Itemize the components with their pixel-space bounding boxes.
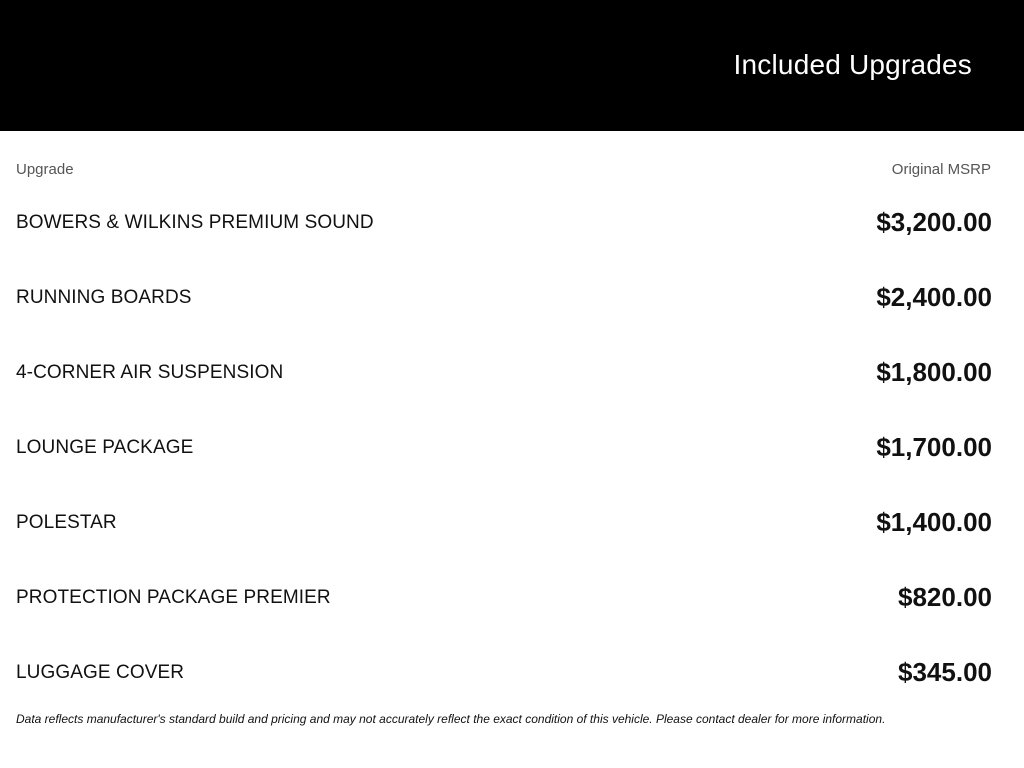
page-title: Included Upgrades — [733, 49, 972, 80]
upgrade-row — [0, 572, 1024, 647]
column-header-msrp: Original MSRP — [891, 161, 991, 178]
upgrade-price: $1,700.00 — [876, 432, 992, 462]
disclaimer-text: Data reflects manufacturer's standard build and pricing and may not accurately reflect the exact condition of this vehicle. Please contact dealer for more information. — [16, 712, 886, 726]
upgrade-price: $1,800.00 — [876, 357, 992, 387]
upgrade-name: PROTECTION PACKAGE PREMIER — [16, 587, 331, 608]
header-bar — [0, 0, 1024, 131]
upgrade-price: $3,200.00 — [876, 207, 992, 237]
upgrade-price: $2,400.00 — [876, 282, 992, 312]
upgrade-price: $1,400.00 — [876, 507, 992, 537]
upgrade-name: BOWERS & WILKINS PREMIUM SOUND — [16, 212, 374, 233]
upgrade-name: LUGGAGE COVER — [16, 662, 185, 683]
upgrade-row — [0, 422, 1024, 497]
upgrade-row — [0, 497, 1024, 572]
upgrade-name: 4-CORNER AIR SUSPENSION — [16, 362, 284, 383]
column-header-upgrade: Upgrade — [16, 161, 74, 178]
upgrade-name: LOUNGE PACKAGE — [16, 437, 194, 458]
upgrade-row — [0, 272, 1024, 347]
upgrade-name: POLESTAR — [16, 512, 117, 533]
upgrade-list — [0, 197, 1024, 722]
upgrade-price: $345.00 — [898, 657, 992, 687]
column-headers — [0, 158, 1024, 182]
upgrade-row — [0, 197, 1024, 272]
upgrade-row — [0, 347, 1024, 422]
upgrade-price: $820.00 — [898, 582, 992, 612]
upgrade-name: RUNNING BOARDS — [16, 287, 192, 308]
